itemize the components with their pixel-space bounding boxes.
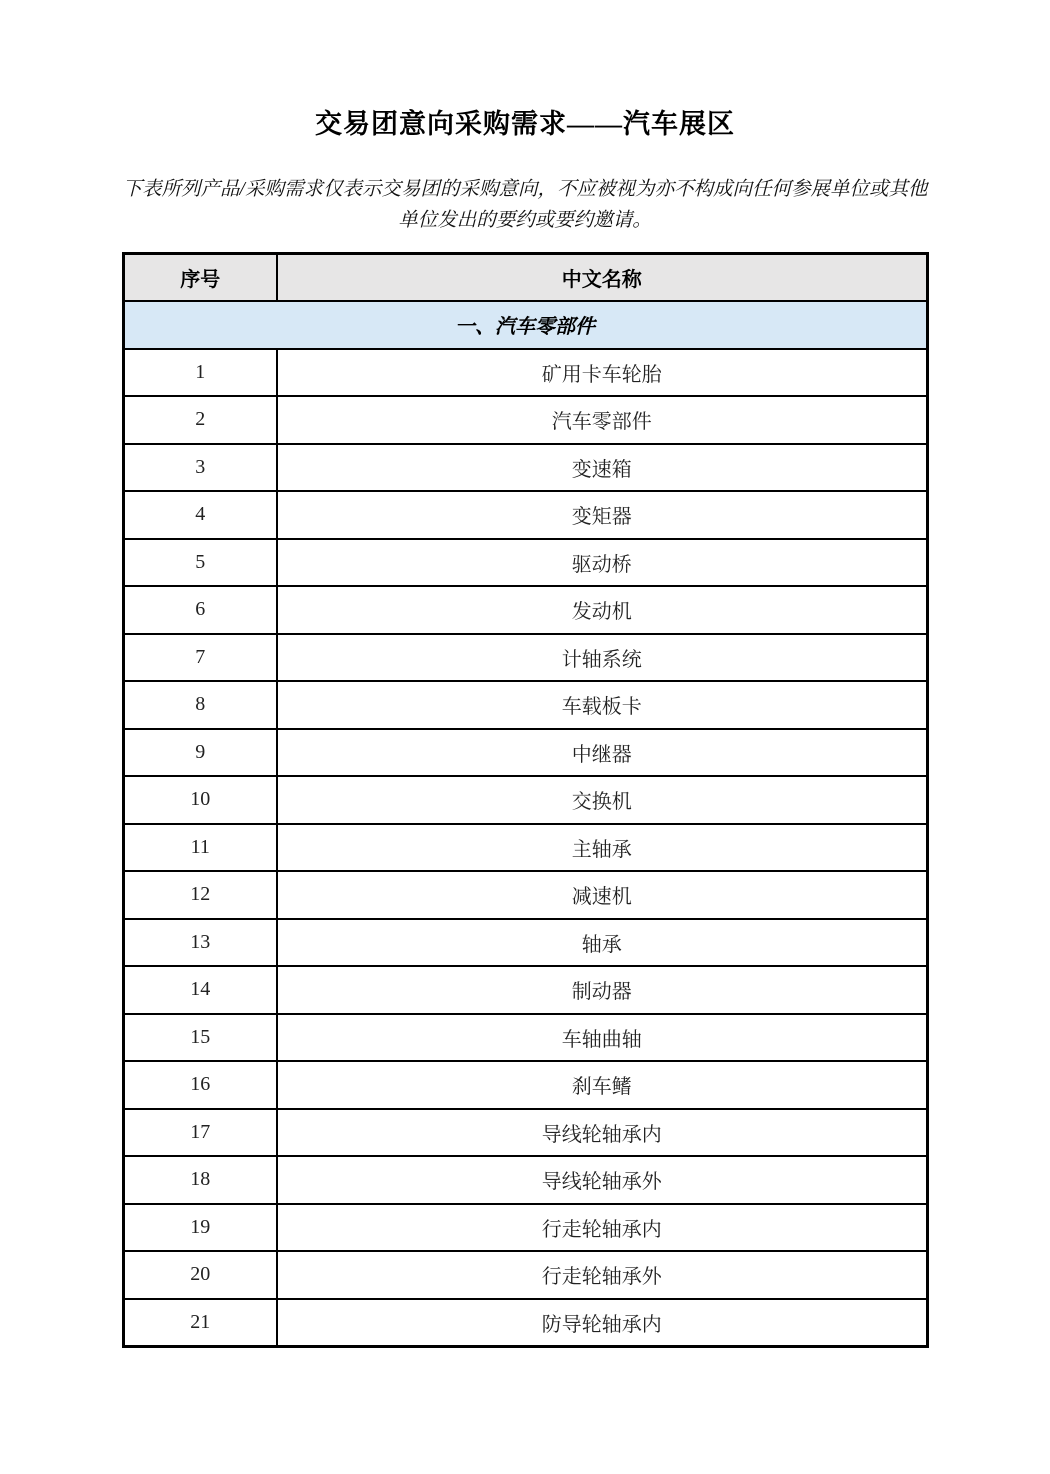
table-row (123, 1204, 927, 1252)
row-number-cell: 20 (123, 1251, 277, 1299)
section-title: 一、汽车零部件 (123, 301, 927, 349)
table-row (123, 681, 927, 729)
row-number-cell: 4 (123, 491, 277, 539)
row-number-cell: 12 (123, 871, 277, 919)
item-name-cell: 主轴承 (277, 824, 927, 872)
table-row (123, 1156, 927, 1204)
section-row (123, 301, 927, 349)
item-name-cell: 驱动桥 (277, 539, 927, 587)
row-number-cell: 1 (123, 349, 277, 397)
row-number-cell: 9 (123, 729, 277, 777)
row-number-cell: 17 (123, 1109, 277, 1157)
row-number-cell: 19 (123, 1204, 277, 1252)
table-row (123, 919, 927, 967)
table-row (123, 1014, 927, 1062)
table-row (123, 1109, 927, 1157)
row-number-cell: 13 (123, 919, 277, 967)
row-number-cell: 18 (123, 1156, 277, 1204)
row-number-cell: 10 (123, 776, 277, 824)
row-number-cell: 14 (123, 966, 277, 1014)
row-number-cell: 21 (123, 1299, 277, 1347)
table-row (123, 491, 927, 539)
table-row (123, 824, 927, 872)
item-name-cell: 发动机 (277, 586, 927, 634)
column-header-number: 序号 (123, 253, 277, 301)
procurement-table (122, 252, 929, 1349)
table-row (123, 539, 927, 587)
item-name-cell: 行走轮轴承内 (277, 1204, 927, 1252)
disclaimer-text: 下表所列产品/采购需求仅表示交易团的采购意向，不应被视为亦不构成向任何参展单位或其他单位发出的要约或要约邀请。 (122, 179, 928, 231)
item-name-cell: 变速箱 (277, 444, 927, 492)
row-number-cell: 11 (123, 824, 277, 872)
item-name-cell: 矿用卡车轮胎 (277, 349, 927, 397)
item-name-cell: 中继器 (277, 729, 927, 777)
table-row (123, 966, 927, 1014)
table-row (123, 729, 927, 777)
row-number-cell: 7 (123, 634, 277, 682)
table-row (123, 871, 927, 919)
item-name-cell: 制动器 (277, 966, 927, 1014)
page-title: 交易团意向采购需求——汽车展区 (315, 109, 735, 139)
item-name-cell: 汽车零部件 (277, 396, 927, 444)
item-name-cell: 防导轮轴承内 (277, 1299, 927, 1347)
table-row (123, 396, 927, 444)
table-row (123, 1251, 927, 1299)
item-name-cell: 变矩器 (277, 491, 927, 539)
item-name-cell: 计轴系统 (277, 634, 927, 682)
table-row (123, 444, 927, 492)
row-number-cell: 8 (123, 681, 277, 729)
row-number-cell: 16 (123, 1061, 277, 1109)
item-name-cell: 减速机 (277, 871, 927, 919)
item-name-cell: 交换机 (277, 776, 927, 824)
table-row (123, 1299, 927, 1347)
table-row (123, 776, 927, 824)
item-name-cell: 车轴曲轴 (277, 1014, 927, 1062)
column-header-chinese-name: 中文名称 (277, 253, 927, 301)
row-number-cell: 6 (123, 586, 277, 634)
item-name-cell: 车载板卡 (277, 681, 927, 729)
item-name-cell: 刹车鳍 (277, 1061, 927, 1109)
table-header-row (123, 253, 927, 301)
item-name-cell: 行走轮轴承外 (277, 1251, 927, 1299)
table-row (123, 349, 927, 397)
item-name-cell: 导线轮轴承内 (277, 1109, 927, 1157)
table-row (123, 1061, 927, 1109)
row-number-cell: 15 (123, 1014, 277, 1062)
item-name-cell: 轴承 (277, 919, 927, 967)
row-number-cell: 3 (123, 444, 277, 492)
table-row (123, 586, 927, 634)
row-number-cell: 2 (123, 396, 277, 444)
row-number-cell: 5 (123, 539, 277, 587)
table-row (123, 634, 927, 682)
item-name-cell: 导线轮轴承外 (277, 1156, 927, 1204)
